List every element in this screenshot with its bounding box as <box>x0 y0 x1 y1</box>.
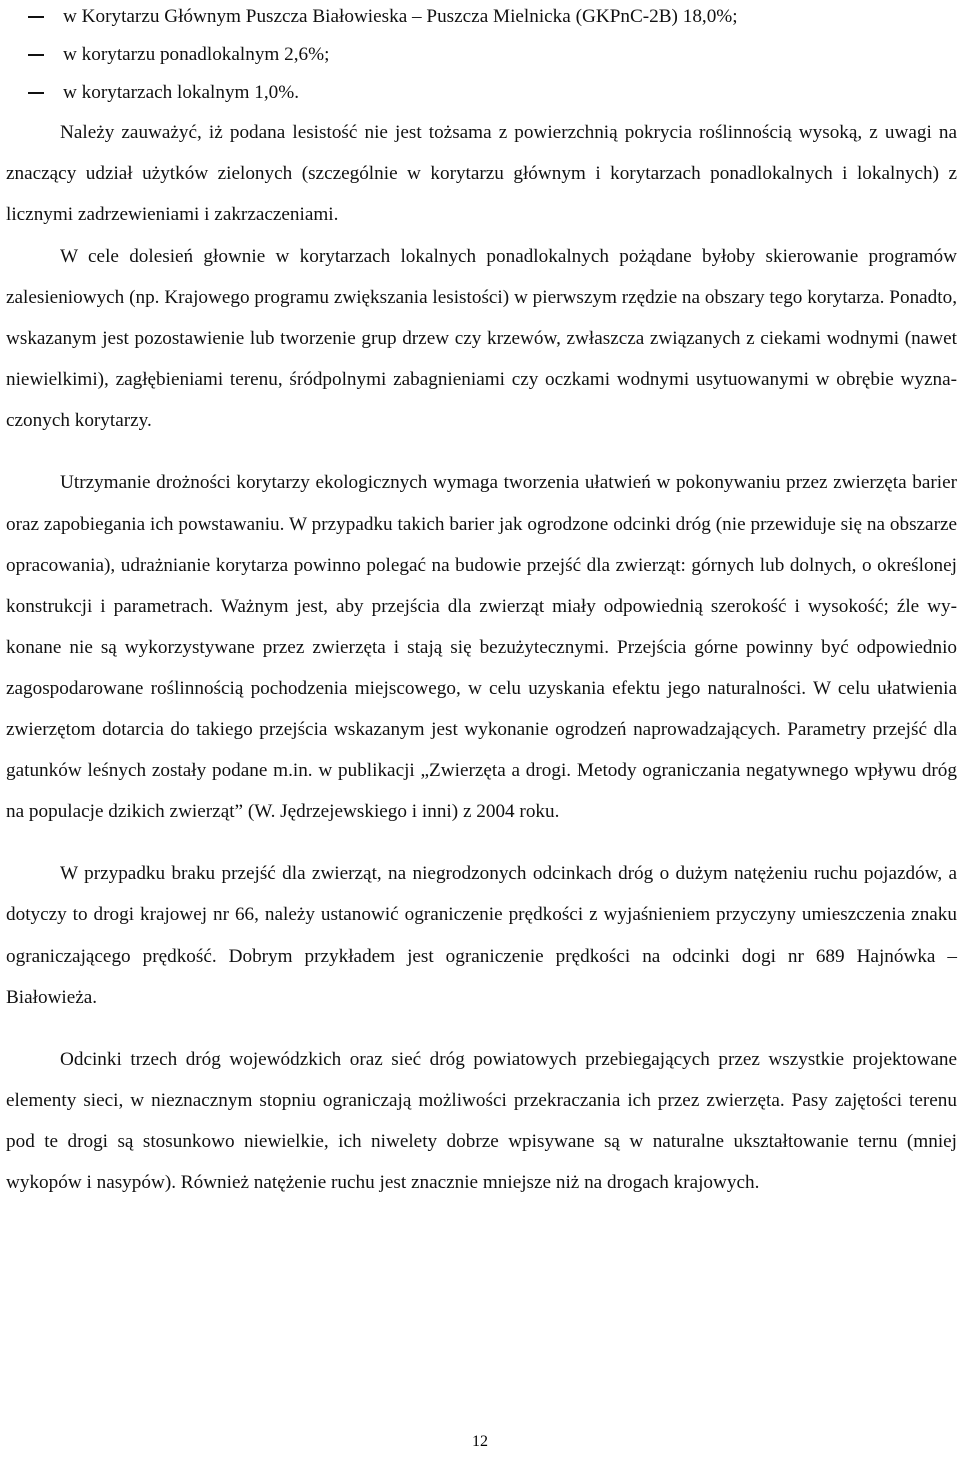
dash-bullet-icon <box>28 92 44 94</box>
paragraph-speed-limits: W przypadku braku przejść dla zwierząt, na niegrodzonych odcinkach dróg o dużym natężeniu ruchu pojazdów, a dotyczy to drogi krajowej nr 66, należy ustanowić ograniczenie prędkości z wyjaśnieniem przyczyny umieszczenia znaku ograniczającego prędkość. Dobrym przykładem jest ograniczenie prędkości na odcinki dogi nr 689 Hajnówka – Białowieża. <box>6 863 957 1008</box>
dash-bullet-icon <box>28 16 44 18</box>
bullet-text: w korytarzach lokalnym 1,0%. <box>63 82 300 103</box>
bullet-text: w Korytarzu Głównym Puszcza Białowieska – Puszcza Mielnicka (GKPnC-2B) 18,0%; <box>63 6 738 27</box>
page-number: 12 <box>472 1433 488 1450</box>
bullet-item <box>6 0 957 36</box>
paragraph-regional-roads: Odcinki trzech dróg wojewódzkich oraz sieć dróg powiatowych przebiegających przez wszystkie projektowane elementy sieci, w nieznacznym stopniu ograniczają możliwości przekraczania ich przez zwierzęta. Pasy zajętości terenu pod te drogi są stosunkowo niewielkie, ich niwelety dobrze wpisywane są w naturalne ukształtowanie ternu (mniej wykopów i nasypów). Również natężenie ruchu jest znacznie mniejsze niż na drogach krajowych. <box>6 1048 957 1193</box>
bullet-item <box>6 36 957 74</box>
paragraph-forest-cover-note: Należy zauważyć, iż podana lesistość nie jest tożsama z powierzchnią pokrycia roślinnością wysoką, z uwagi na znaczący udział użytków zielonych (szczególnie w korytarzu głównym i korytarzach ponadlokalnych i lokalnych) z licznymi zadrzewieniami i zakrzaczeniami. <box>6 122 957 225</box>
paragraph-corridor-barriers: Utrzymanie drożności korytarzy ekologicznych wymaga tworzenia ułatwień w pokonywaniu przez zwierzęta barier oraz zapobiegania ich powstawaniu. W przypadku takich barier jak ogrodzone odcinki dróg (nie przewiduje się na obszarze opracowania), udrażnianie korytarza powinno polegać na budowie przejść dla zwierząt: górnych lub dolnych, o określonej konstrukcji i parametrach. Ważnym jest, aby przejścia dla zwierząt miały odpowiednią szerokość i wysokość; źle wykonane nie są wykorzystywane przez zwierzęta i stają się bezużytecznymi. Przejścia górne powinny być odpowiednio zagospodarowane roślinnością pochodzenia miejscowego, w celu uzyskania efektu jego naturalności. W celu ułatwienia zwierzętom dotarcia do takiego przejścia wskazanym jest wykonanie ogrodzeń naprowadzających. Parametry przejść dla gatunków leśnych zostały podane m.in. w publikacji „Zwierzęta a drogi. Metody ograniczania negatywnego wpływu dróg na populacje dzikich zwierząt” (W. Jędrzejewskiego i inni) z 2004 roku. <box>6 472 957 823</box>
paragraph-afforestation: W cele dolesień głownie w korytarzach lokalnych ponadlokalnych pożądane byłoby skierowanie programów zalesieniowych (np. Krajowego programu zwiększania lesistości) w pierwszym rzędzie na obszary tego korytarza. Ponadto, wskazanym jest pozostawienie lub tworzenie grup drzew czy krzewów, zwłaszcza związanych z ciekami wodnymi (nawet niewielkimi), zagłębieniami terenu, śródpolnymi zabagnieniami czy oczkami wodnymi usytuowanymi w obrębie wyznaczonych korytarzy. <box>6 246 957 432</box>
dash-bullet-icon <box>28 54 44 56</box>
bullet-list <box>6 0 957 112</box>
bullet-text: w korytarzu ponadlokalnym 2,6%; <box>63 44 330 65</box>
bullet-item <box>6 74 957 112</box>
